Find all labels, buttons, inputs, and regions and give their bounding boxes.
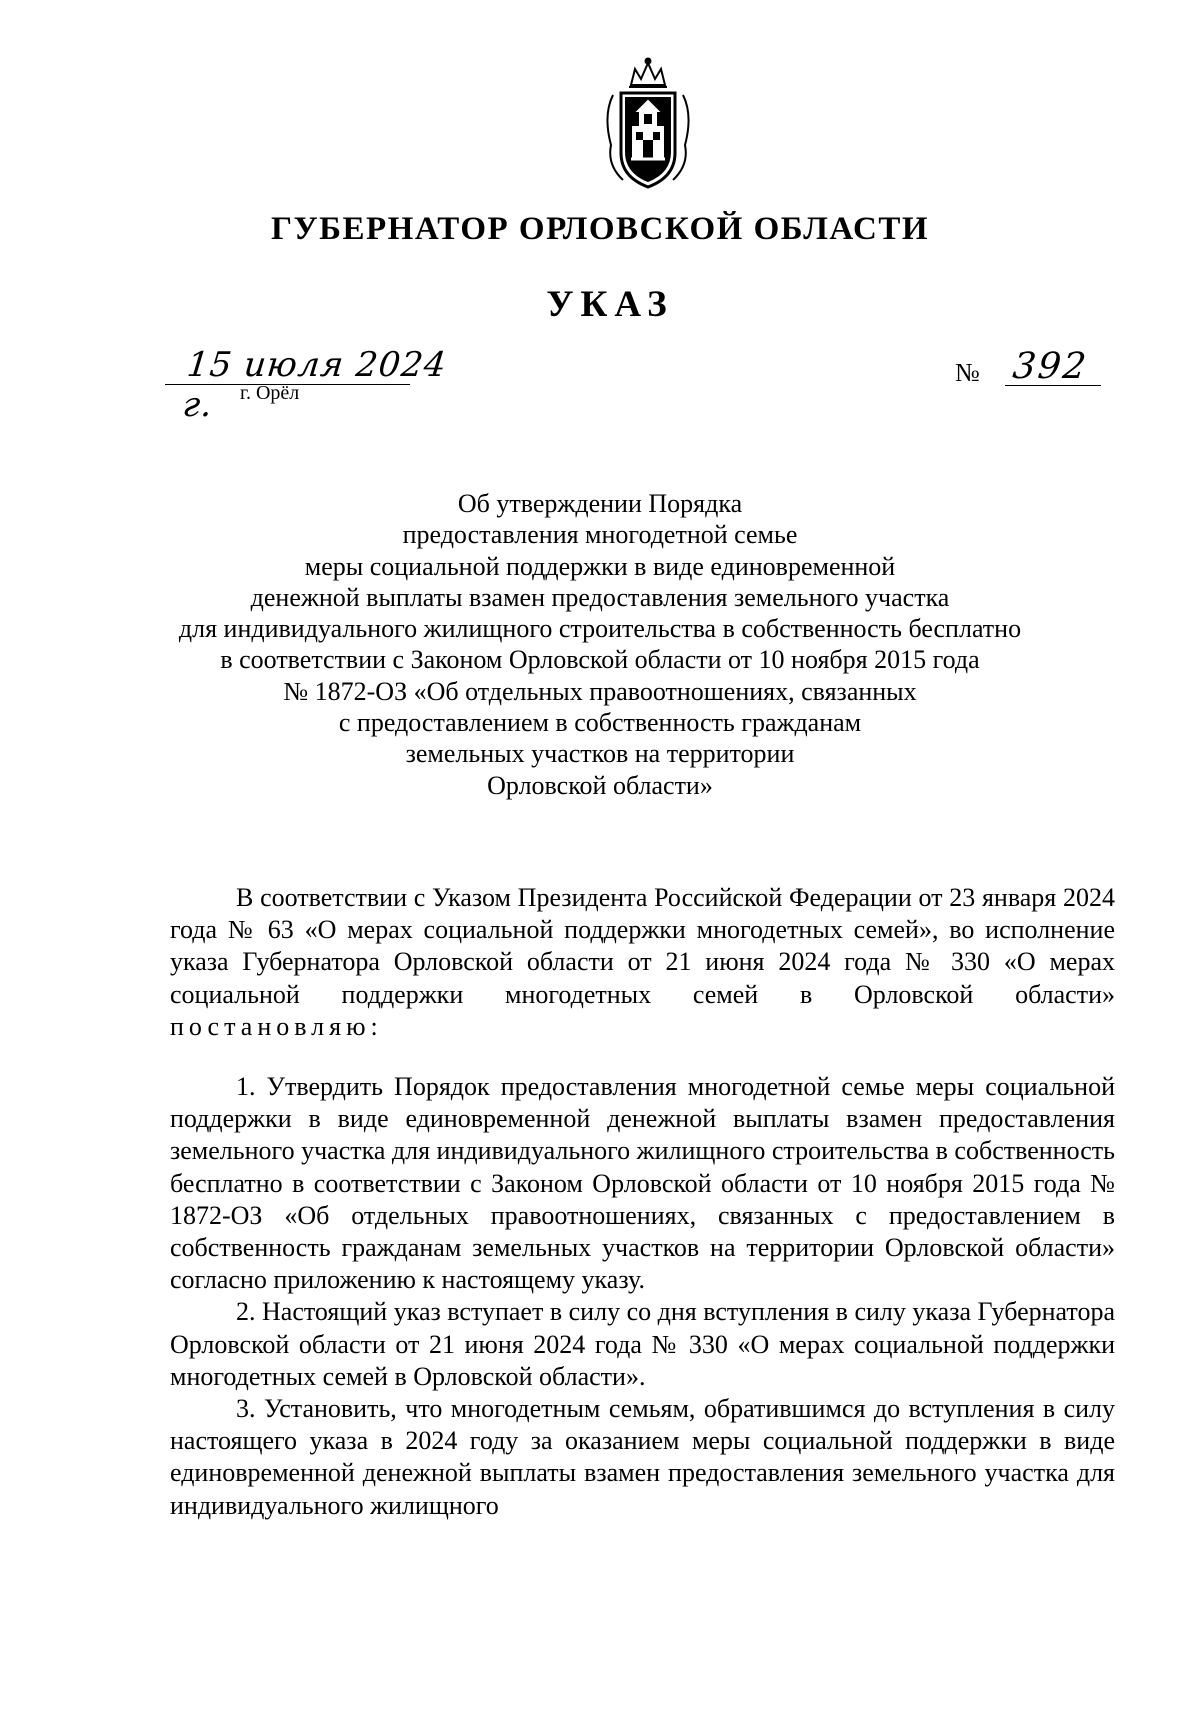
orel-region-coat-of-arms-icon	[593, 55, 703, 195]
title-line: Об утверждении Порядка	[457, 489, 743, 518]
number-sign: №	[955, 358, 980, 387]
decree-word: постановляю:	[170, 1011, 383, 1041]
item-2-paragraph: 2. Настоящий указ вступает в силу со дня вступления в силу указа Губернатора Орловской области от 21 июня 2024 года № 330 «О мерах социальной поддержки многодетных семей в Орловской области».	[170, 1297, 1115, 1391]
number-block	[955, 346, 1115, 392]
handwritten-number: 392	[1010, 346, 1090, 387]
preamble-text: В соответствии с Указом Президента Российской Федерации от 23 января 2024 года № 63 «О мерах социальной поддержки многодетных семей», во исполнение указа Губернатора Орловской области от 21 июня 2024 года № 330 «О мерах социальной поддержки многодетных семей в Орловской области»	[170, 883, 1115, 1009]
item-3-paragraph: 3. Установить, что многодетным семьям, обратившимся до вступления в силу настоящего указа в 2024 году за оказанием меры социальной поддержки в виде единовременной денежной выплаты взамен предоставления земельного участка для индивидуального жилищного	[170, 1394, 1115, 1520]
title-line: денежной выплаты взамен предоставления земельного участка	[250, 582, 950, 612]
title-line: земельных участков на территории	[405, 739, 795, 769]
title-line: для индивидуального жилищного строительства в собственность бесплатно	[178, 614, 1022, 644]
title-line: в соответствии с Законом Орловской области от 10 ноября 2015 года	[220, 645, 980, 675]
title-line: Орловской области»	[487, 770, 713, 800]
title-line: № 1872-ОЗ «Об отдельных правоотношениях, связанных	[283, 676, 917, 706]
city: г. Орёл	[240, 382, 300, 404]
decree-body	[170, 882, 1115, 1522]
title-line: меры социальной поддержки в виде единовременной	[304, 551, 896, 581]
title-line: предоставления многодетной семье	[402, 520, 798, 550]
handwritten-date: 15 июля 2024 г.	[180, 345, 449, 425]
decree-title	[150, 488, 1050, 801]
date-block	[165, 345, 485, 425]
document-type: УКАЗ	[546, 284, 674, 325]
title-line: с предоставлением в собственность гражданам	[338, 708, 862, 738]
item-1-paragraph: 1. Утвердить Порядок предоставления многодетной семье меры социальной поддержки в виде единовременной денежной выплаты взамен предоставления земельного участка для индивидуального жилищного строительства в собственность бесплатно в соответствии с Законом Орловской области от 10 ноября 2015 года № 1872-ОЗ «Об отдельных правоотношениях, связанных с предоставлением в собственность гражданам земельных участков на территории Орловской области» согласно приложению к настоящему указу.	[170, 1072, 1115, 1295]
preamble-paragraph	[170, 882, 1115, 1043]
number-underline	[1005, 385, 1101, 386]
issuing-authority: ГУБЕРНАТОР ОРЛОВСКОЙ ОБЛАСТИ	[270, 211, 930, 247]
